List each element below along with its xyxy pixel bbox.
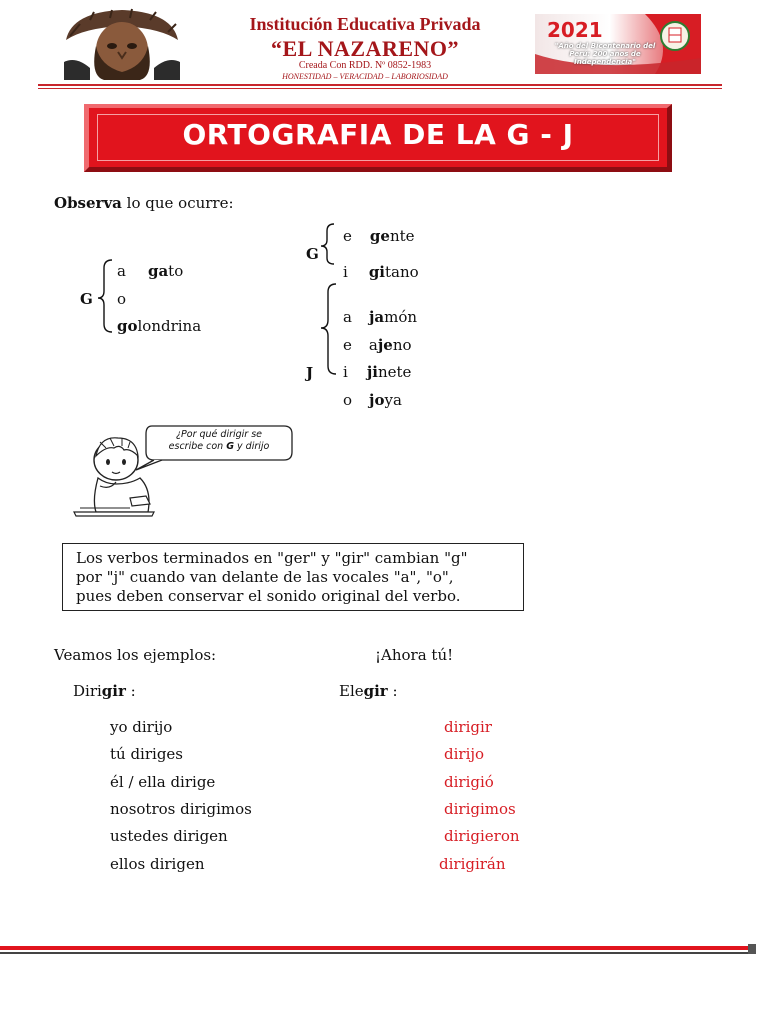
verb-elegir: Elegir : bbox=[339, 682, 398, 700]
conjugation-item: tú diriges bbox=[110, 745, 184, 763]
rule-text bbox=[76, 549, 468, 606]
j-row: i jinete bbox=[343, 363, 412, 381]
g-left-letter: G bbox=[80, 290, 93, 308]
examples-label: Veamos los ejemplos: bbox=[54, 646, 217, 664]
creation-resolution: Creada Con RDD. Nº 0852-1983 bbox=[298, 60, 432, 71]
conjugation-item: ellos dirigen bbox=[110, 855, 205, 873]
footer-divider-end bbox=[748, 944, 756, 954]
g-left-row: a gato bbox=[117, 262, 184, 280]
speech-bubble-line1: ¿Por qué dirigir se bbox=[175, 429, 263, 440]
speech-bubble-line2: escribe con G y dirijo bbox=[168, 441, 270, 452]
footer-divider bbox=[0, 946, 748, 950]
conjugation-item: él / ella dirige bbox=[110, 773, 216, 791]
brace-j bbox=[321, 284, 336, 374]
brace-g-left bbox=[98, 260, 112, 332]
institution-type: Institución Educativa Privada bbox=[249, 14, 481, 34]
g-right-row: e gente bbox=[343, 227, 415, 245]
rule-line: pues deben conservar el sonido original del verbo. bbox=[76, 587, 461, 605]
answer-item: dirigieron bbox=[444, 827, 520, 845]
school-motto: HONESTIDAD – VERACIDAD – LABORIOSIDAD bbox=[282, 72, 448, 81]
answer-item: dirijo bbox=[444, 745, 485, 763]
g-right-row: i gitano bbox=[343, 263, 419, 281]
j-row: a jamón bbox=[343, 308, 418, 326]
rule-line: Los verbos terminados en "ger" y "gir" cambian "g" bbox=[76, 549, 468, 567]
intro-bold: Observa bbox=[54, 194, 122, 212]
answer-item: dirigió bbox=[444, 773, 494, 791]
answer-item: dirigir bbox=[444, 718, 492, 736]
j-row: o joya bbox=[343, 391, 402, 409]
conjugation-item: ustedes dirigen bbox=[110, 827, 228, 845]
now-you-label: ¡Ahora tú! bbox=[375, 646, 454, 664]
rule-line: por "j" cuando van delante de las vocales "a", "o", bbox=[76, 568, 454, 586]
intro-rest: lo que ocurre: bbox=[121, 194, 234, 212]
conjugation-item: yo dirijo bbox=[110, 718, 173, 736]
j-row: e ajeno bbox=[343, 336, 412, 354]
conjugation-item: nosotros dirigimos bbox=[110, 800, 252, 818]
g-left-row: o bbox=[117, 290, 127, 308]
answer-item: dirigirán bbox=[439, 855, 506, 873]
footer-divider-dark bbox=[0, 952, 748, 954]
page-title: ORTOGRAFIA DE LA G - J bbox=[182, 118, 574, 151]
brace-g-right bbox=[321, 224, 334, 264]
verb-dirigir: Dirigir : bbox=[73, 682, 136, 700]
institution-name: “EL NAZARENO” bbox=[270, 36, 460, 61]
g-right-letter: G bbox=[306, 245, 319, 263]
j-letter: J bbox=[306, 364, 314, 382]
badge-text: "Año del Bicentenario del Perú: 200 años de Independencia" bbox=[554, 42, 656, 66]
answer-item: dirigimos bbox=[444, 800, 516, 818]
badge-year: 2021 bbox=[547, 18, 603, 42]
g-left-extra: golondrina bbox=[117, 317, 202, 335]
